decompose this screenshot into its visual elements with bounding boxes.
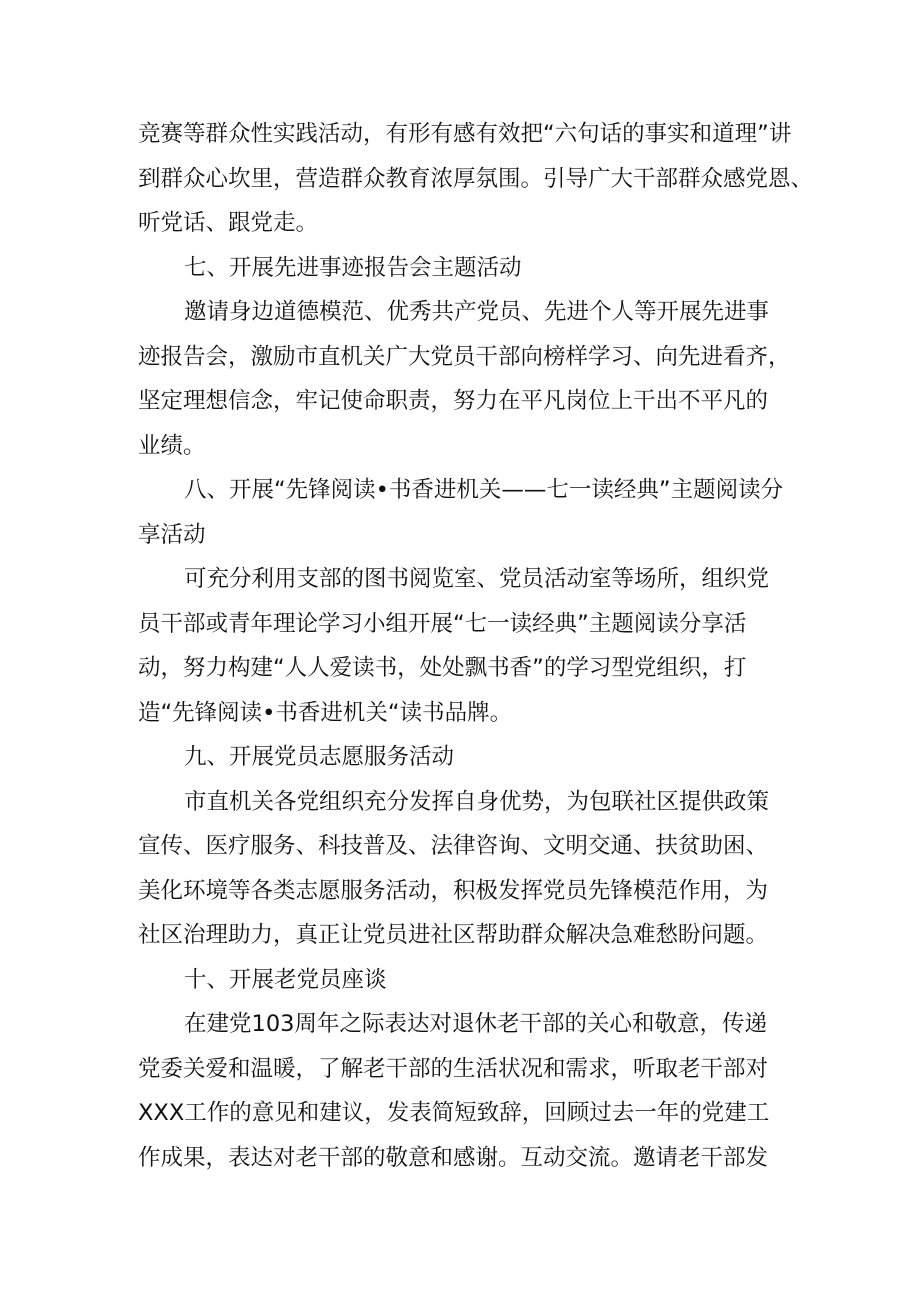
paragraph-section-9 xyxy=(138,780,790,958)
text-line: 听党话、跟党走。 xyxy=(138,210,319,236)
section-heading-10 xyxy=(138,958,790,1003)
text-line: 宣传、医疗服务、科技普及、法律咨询、文明交通、扶贫助困、 xyxy=(138,833,769,859)
text-line: 竞赛等群众性实践活动，有形有感有效把“六句话的事实和道理”讲 xyxy=(138,121,792,147)
paragraph-section-8 xyxy=(138,557,790,735)
text-line: 美化环境等各类志愿服务活动，积极发挥党员先锋模范作用，为 xyxy=(138,877,769,904)
section-heading-7 xyxy=(138,246,790,291)
text-line: XXX工作的意见和建议，发表简短致辞，回顾过去一年的党建工 xyxy=(138,1100,770,1126)
heading-line: 七、开展先进事迹报告会主题活动 xyxy=(184,254,522,281)
paragraph-section-10 xyxy=(138,1002,790,1180)
text-line: 社区治理助力，真正让党员进社区帮助群众解决急难愁盼问题。 xyxy=(138,922,769,948)
text-line: 坚定理想信念，牢记使命职责，努力在平凡岗位上干出不平凡的 xyxy=(138,388,769,414)
heading-line: 九、开展党员志愿服务活动 xyxy=(184,744,455,770)
section-heading-8 xyxy=(138,468,790,557)
heading-line: 八、开展“先锋阅读•书香进机关——七一读经典”主题阅读分 xyxy=(184,477,784,503)
heading-line: 十、开展老党员座谈 xyxy=(184,966,387,993)
heading-line: 享活动 xyxy=(138,521,206,548)
text-line: 员干部或青年理论学习小组开展“七一读经典”主题阅读分享活 xyxy=(138,610,747,637)
paragraph-continuation xyxy=(138,112,814,246)
text-line: 到群众心坎里，营造群众教育浓厚氛围。引导广大干部群众感党恩、 xyxy=(138,165,814,192)
text-line: 市直机关各党组织充分发挥自身优势，为包联社区提供政策 xyxy=(184,788,770,815)
text-line: 邀请身边道德模范、优秀共产党员、先进个人等开展先进事 xyxy=(184,299,770,325)
text-line: 作成果，表达对老干部的敬意和感谢。互动交流。邀请老干部发 xyxy=(138,1144,769,1171)
text-line: 业绩。 xyxy=(138,432,206,459)
text-line: 动，努力构建“人人爱读书，处处飘书香”的学习型党组织，打 xyxy=(138,655,747,681)
section-heading-9 xyxy=(138,735,790,780)
text-line: 在建党103周年之际表达对退休老干部的关心和敬意，传递 xyxy=(184,1011,767,1037)
paragraph-section-7 xyxy=(138,290,790,468)
text-line: 党委关爱和温暖，了解老干部的生活状况和需求，听取老干部对 xyxy=(138,1055,769,1082)
text-line: 造“先锋阅读•书香进机关“读书品牌。 xyxy=(138,699,513,726)
document-body xyxy=(138,112,814,1180)
text-line: 可充分利用支部的图书阅览室、党员活动室等场所，组织党 xyxy=(184,566,770,592)
text-line: 迹报告会，激励市直机关广大党员干部向榜样学习、向先进看齐， xyxy=(138,343,791,370)
